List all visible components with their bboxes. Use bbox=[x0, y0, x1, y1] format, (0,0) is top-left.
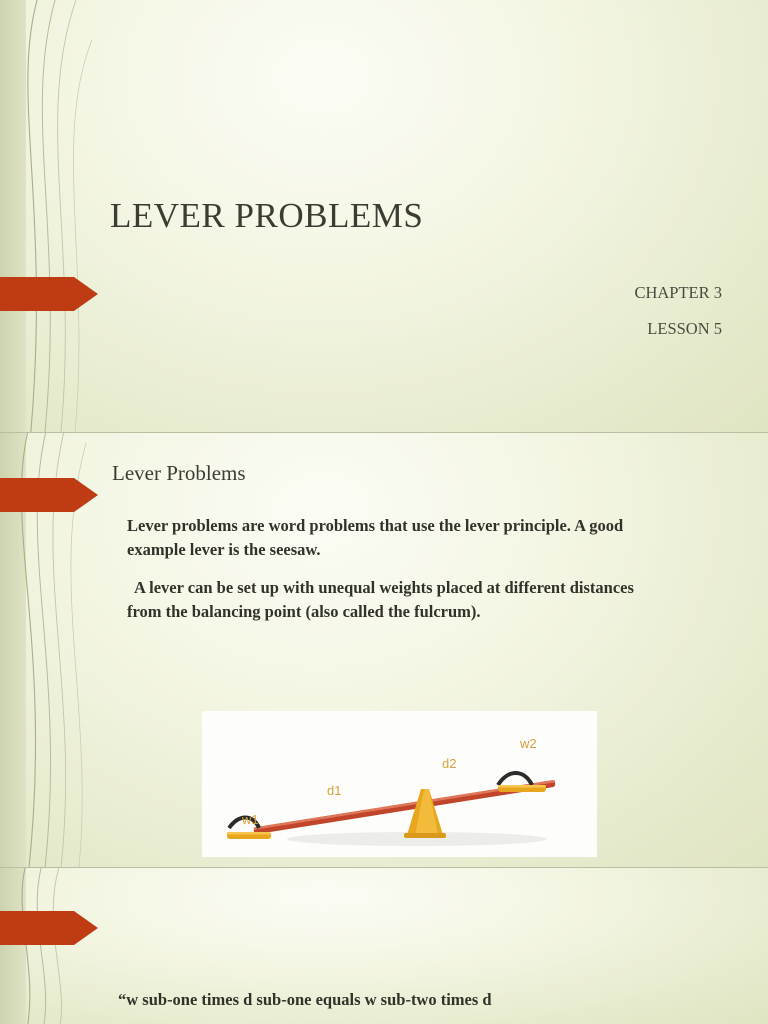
seesaw-image bbox=[202, 711, 597, 857]
slide-3-left-band bbox=[0, 868, 26, 1024]
section-heading: Lever Problems bbox=[112, 461, 246, 485]
slide-1 bbox=[0, 0, 768, 432]
slide-3 bbox=[0, 868, 768, 1024]
accent-arrow-banner bbox=[0, 478, 98, 512]
body-paragraph: “w sub-one times d sub-one equals w sub-two times d bbox=[118, 990, 492, 1009]
lesson-label: LESSON 5 bbox=[647, 318, 722, 338]
svg-text:d2: d2 bbox=[442, 756, 457, 771]
body-paragraph: A lever can be set up with unequal weights placed at different distances from the balancing point (also called the fulcrum). bbox=[127, 577, 634, 621]
chapter-label: CHAPTER 3 bbox=[634, 283, 722, 302]
slide-2 bbox=[0, 433, 768, 867]
slide-1-left-band bbox=[0, 0, 26, 432]
svg-text:w2: w2 bbox=[520, 736, 537, 751]
accent-arrow-banner bbox=[0, 277, 98, 311]
section-body bbox=[127, 514, 667, 638]
section-body bbox=[118, 988, 678, 1011]
page-title: LEVER PROBLEMS bbox=[110, 196, 424, 236]
svg-text:d1: d1 bbox=[327, 783, 342, 798]
body-paragraph: Lever problems are word problems that use the lever principle. A good example lever is the seesaw. bbox=[127, 516, 624, 559]
slide-1-subtitle bbox=[422, 282, 722, 341]
accent-arrow-banner bbox=[0, 911, 98, 945]
svg-text:w1: w1 bbox=[242, 812, 259, 827]
